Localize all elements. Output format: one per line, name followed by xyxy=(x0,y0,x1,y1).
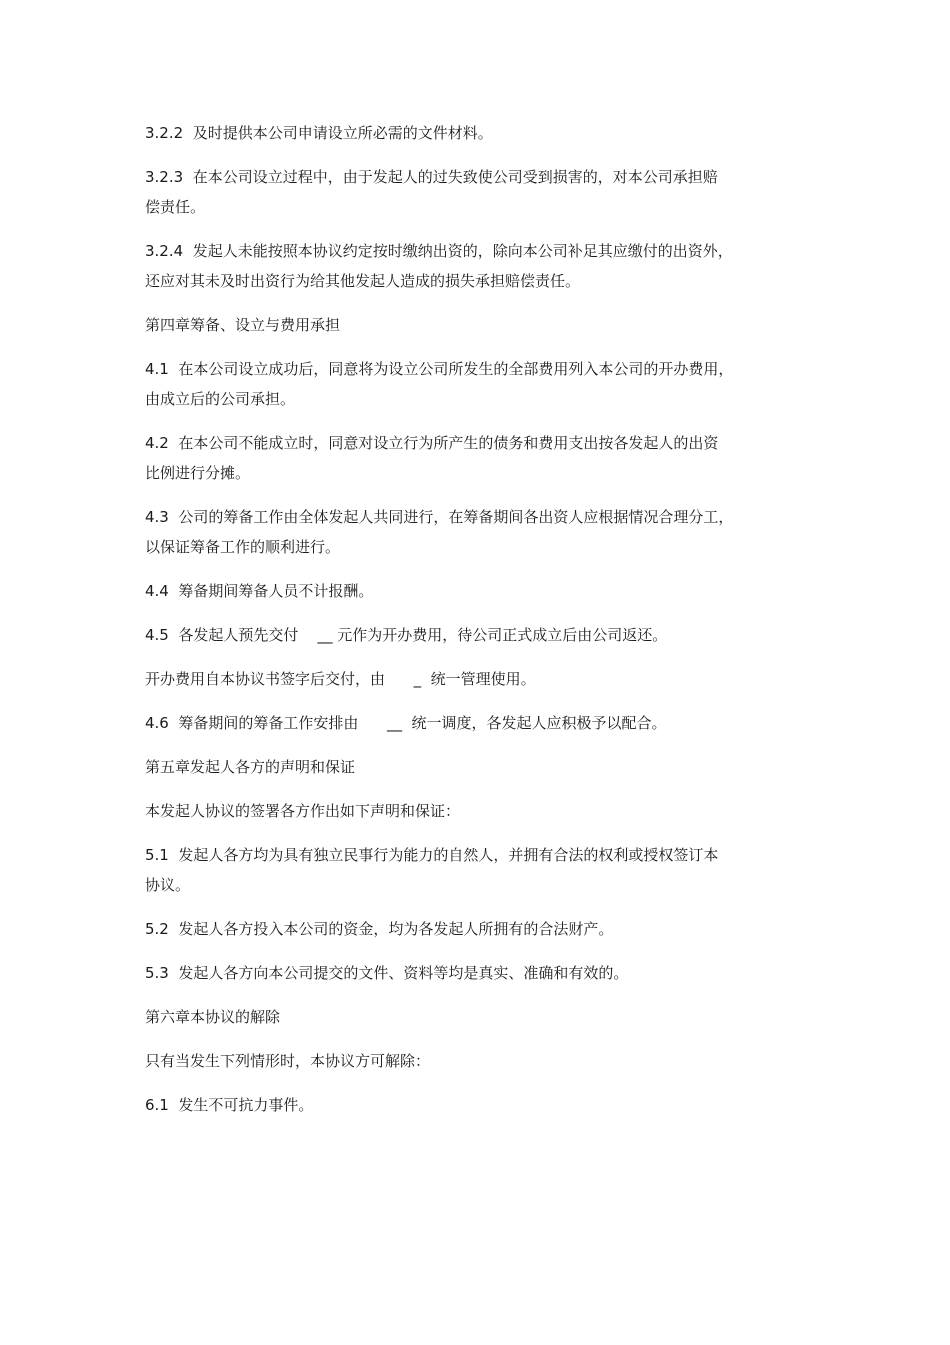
paragraph-5-3: 5.3 发起人各方向本公司提交的文件、资料等均是真实、准确和有效的。 xyxy=(145,964,629,982)
paragraph-3-2-4: 3.2.4 发起人未能按照本协议约定按时缴纳出资的，除向本公司补足其应缴付的出资外， 还应对其未及时出资行为给其他发起人造成的损失承担赔偿责任。 xyxy=(145,242,733,290)
paragraph-5-1: 5.1 发起人各方均为具有独立民事行为能力的自然人，并拥有合法的权利或授权签订本 协议。 xyxy=(145,846,719,894)
paragraph-termination-intro: 只有当发生下列情形时，本协议方可解除： xyxy=(145,1052,431,1070)
paragraph-6-1: 6.1 发生不可抗力事件。 xyxy=(145,1096,314,1114)
paragraph-4-4: 4.4 筹备期间筹备人员不计报酬。 xyxy=(145,582,374,600)
paragraph-4-1: 4.1 在本公司设立成功后，同意将为设立公司所发生的全部费用列入本公司的开办费用， 由成立后的公司承担。 xyxy=(145,360,734,408)
paragraph-4-6: 4.6 筹备期间的筹备工作安排由 __ 统一调度，各发起人应积极予以配合。 xyxy=(145,714,667,732)
paragraph-declaration-intro: 本发起人协议的签署各方作出如下声明和保证： xyxy=(145,802,461,820)
paragraph-5-2: 5.2 发起人各方投入本公司的资金，均为各发起人所拥有的合法财产。 xyxy=(145,920,614,938)
paragraph-4-2: 4.2 在本公司不能成立时，同意对设立行为所产生的债务和费用支出按各发起人的出资 比例进行分摊。 xyxy=(145,434,719,482)
paragraph-4-5: 4.5 各发起人预先交付 __ 元作为开办费用，待公司正式成立后由公司返还。 xyxy=(145,626,668,644)
paragraph-startup-fee: 开办费用自本协议书签字后交付，由 _ 统一管理使用。 xyxy=(145,670,536,688)
chapter-6-heading: 第六章本协议的解除 xyxy=(145,1008,281,1026)
chapter-4-heading: 第四章筹备、设立与费用承担 xyxy=(145,316,341,334)
chapter-5-heading: 第五章发起人各方的声明和保证 xyxy=(145,758,356,776)
paragraph-3-2-2: 3.2.2 及时提供本公司申请设立所必需的文件材料。 xyxy=(145,124,493,142)
paragraph-4-3: 4.3 公司的筹备工作由全体发起人共同进行，在筹备期间各出资人应根据情况合理分工， 以保证筹备工作的顺利进行。 xyxy=(145,508,734,556)
paragraph-3-2-3: 3.2.3 在本公司设立过程中，由于发起人的过失致使公司受到损害的，对本公司承担赔 偿责任。 xyxy=(145,168,718,216)
document-body xyxy=(145,118,765,1134)
